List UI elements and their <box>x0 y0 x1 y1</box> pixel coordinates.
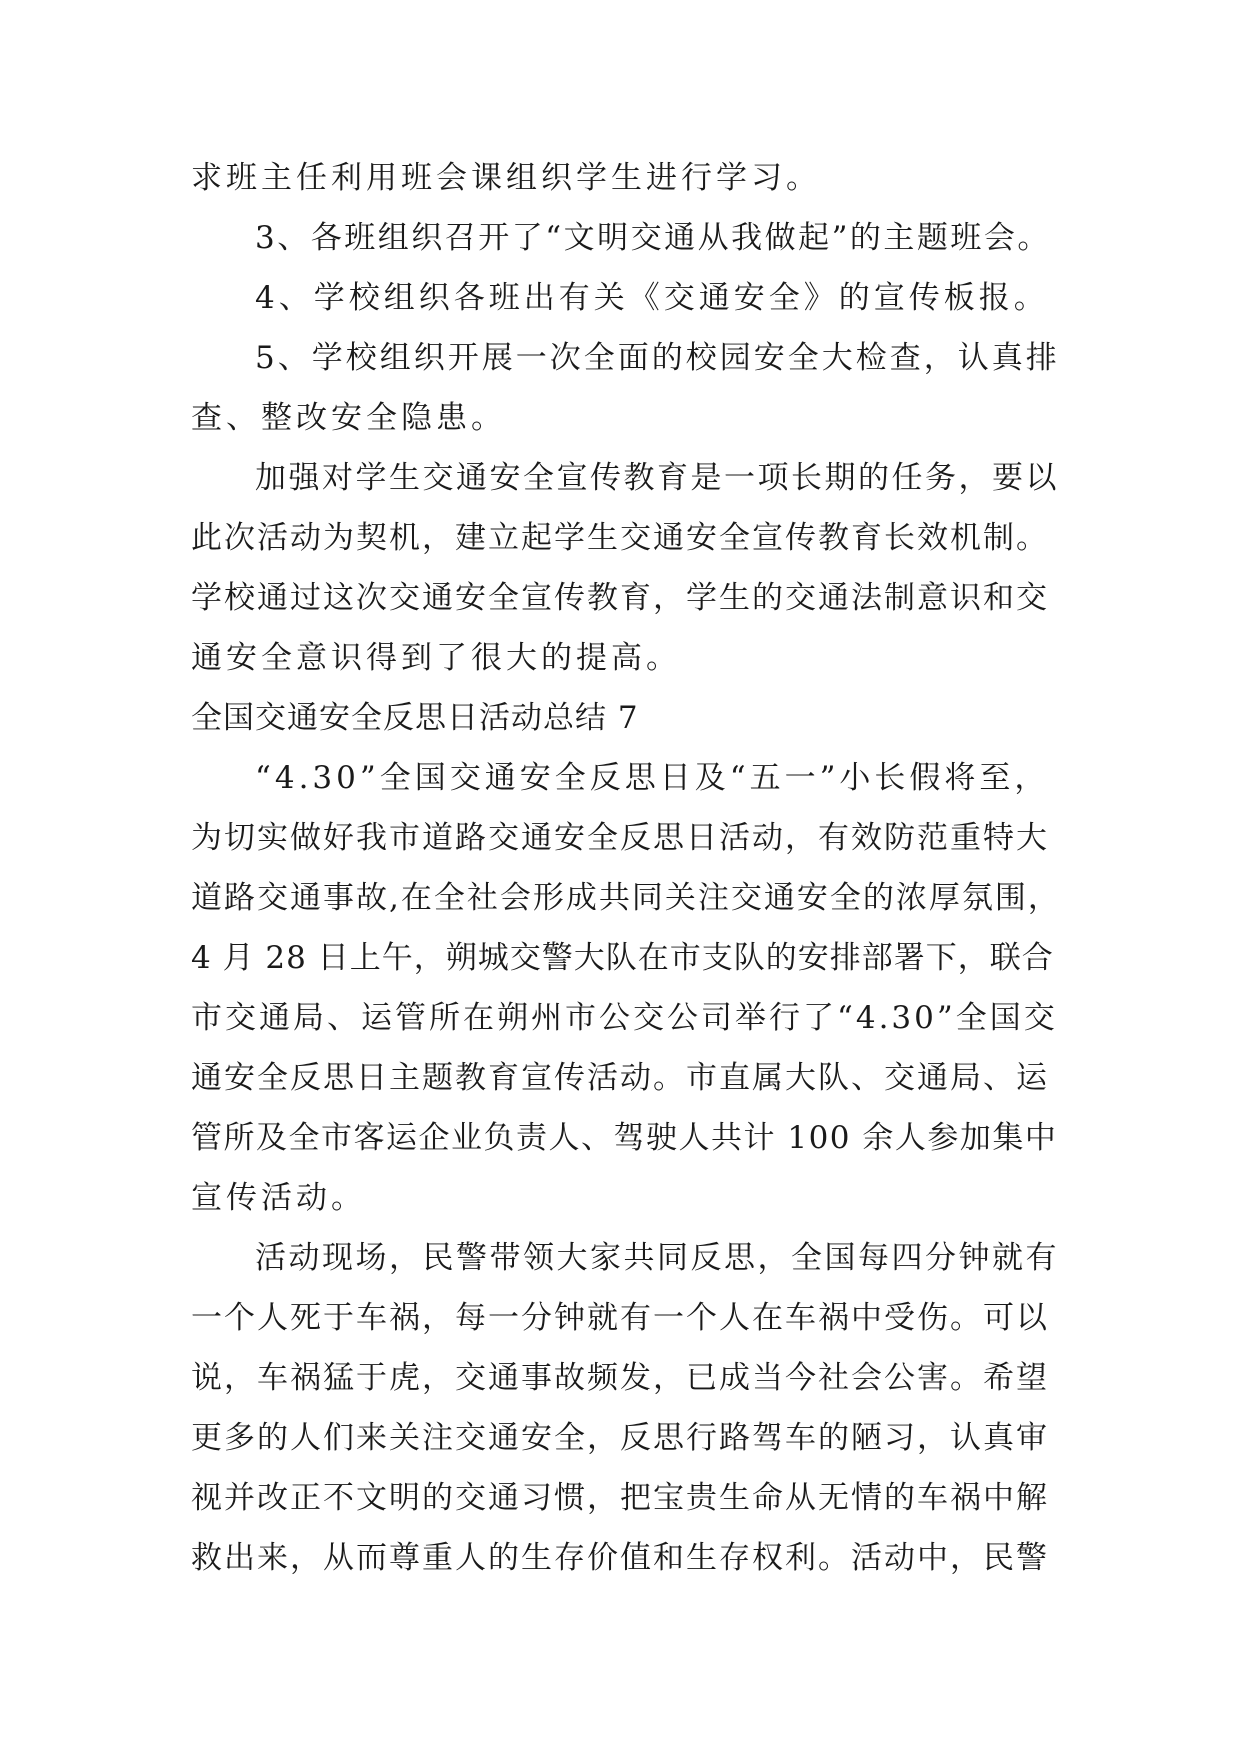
list-item-5: 5、学校组织开展一次全面的校园安全大检查，认真排 <box>255 340 1060 376</box>
paragraph-line: 通安全反思日主题教育宣传活动。市直属大队、交通局、运 <box>191 1060 1049 1096</box>
paragraph-line: 更多的人们来关注交通安全，反思行路驾车的陋习，认真审 <box>191 1420 1049 1456</box>
paragraph-line: 查、整改安全隐患。 <box>191 400 506 436</box>
paragraph-line: 此次活动为契机，建立起学生交通安全宣传教育长效机制。 <box>191 520 1049 556</box>
paragraph-line: 通安全意识得到了很大的提高。 <box>191 640 681 676</box>
paragraph-line: 一个人死于车祸，每一分钟就有一个人在车祸中受伤。可以 <box>191 1300 1049 1336</box>
list-item-4: 4、学校组织各班出有关《交通安全》的宣传板报。 <box>255 280 1049 316</box>
paragraph-line: 加强对学生交通安全宣传教育是一项长期的任务，要以 <box>255 460 1059 496</box>
paragraph-line: 求班主任利用班会课组织学生进行学习。 <box>191 160 821 196</box>
paragraph-line: 管所及全市客运企业负责人、驾驶人共计 100 余人参加集中 <box>191 1120 1058 1156</box>
paragraph-line: 学校通过这次交通安全宣传教育，学生的交通法制意识和交 <box>191 580 1049 616</box>
paragraph-line: 视并改正不文明的交通习惯，把宝贵生命从无情的车祸中解 <box>191 1480 1049 1516</box>
paragraph-line: 救出来，从而尊重人的生存价值和生存权利。活动中，民警 <box>191 1540 1049 1576</box>
paragraph-line: 活动现场，民警带领大家共同反思，全国每四分钟就有 <box>255 1240 1059 1276</box>
paragraph-line: 道路交通事故,在全社会形成共同关注交通安全的浓厚氛围， <box>191 880 1061 916</box>
paragraph-line: “4.30”全国交通安全反思日及“五一”小长假将至， <box>255 760 1050 796</box>
paragraph-line: 为切实做好我市道路交通安全反思日活动，有效防范重特大 <box>191 820 1049 856</box>
paragraph-line: 市交通局、运管所在朔州市公交公司举行了“4.30”全国交 <box>191 1000 1058 1036</box>
paragraph-line: 宣传活动。 <box>191 1180 366 1216</box>
section-heading: 全国交通安全反思日活动总结 7 <box>191 700 639 736</box>
list-item-3: 3、各班组织召开了“文明交通从我做起”的主题班会。 <box>255 220 1051 256</box>
paragraph-line: 4 月 28 日上午，朔城交警大队在市支队的安排部署下，联合 <box>191 940 1054 976</box>
document-body <box>191 148 1061 1588</box>
paragraph-line: 说，车祸猛于虎，交通事故频发，已成当今社会公害。希望 <box>191 1360 1049 1396</box>
